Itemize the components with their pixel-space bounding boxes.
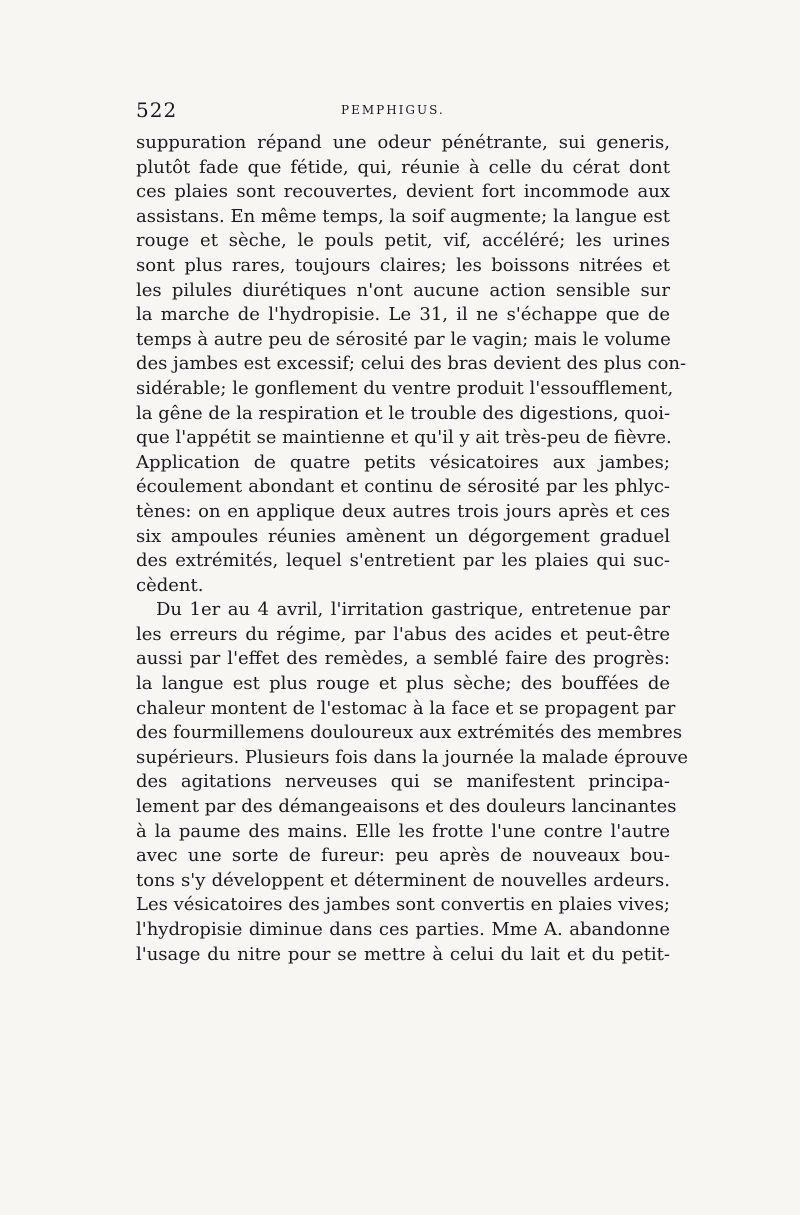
text-line: des fourmillemens douloureux aux extrémités des membres — [136, 722, 683, 744]
text-line: des jambes est excessif; celui des bras devient des plus con- — [136, 353, 687, 375]
text-line: les pilules diurétiques n'ont aucune action sensible sur — [136, 279, 670, 301]
text-line: la langue est plus rouge et plus sèche; des bouffées de — [136, 673, 670, 695]
text-line: assistans. En même temps, la soif augmente; la langue est — [136, 205, 670, 227]
text-line: sidérable; le gonflement du ventre produit l'essoufflement, — [136, 377, 674, 399]
text-line: temps à autre peu de sérosité par le vagin; mais le volume — [136, 328, 671, 350]
text-line: supérieurs. Plusieurs fois dans la journée la malade éprouve — [136, 746, 689, 768]
text-line: rouge et sèche, le pouls petit, vif, accéléré; les urines — [136, 230, 670, 252]
text-line: tènes: on en applique deux autres trois jours après et ces — [136, 500, 670, 522]
text-line: Du 1er au 4 avril, l'irritation gastrique, entretenue par — [156, 599, 670, 621]
body-text — [136, 131, 689, 967]
text-line: à la paume des mains. Elle les frotte l'une contre l'autre — [136, 820, 670, 842]
text-line: Application de quatre petits vésicatoires aux jambes; — [136, 451, 670, 473]
text-line: écoulement abondant et continu de sérosité par les phlyc- — [136, 476, 670, 498]
text-line: tons s'y développent et déterminent de nouvelles ardeurs. — [136, 869, 670, 891]
text-line: suppuration répand une odeur pénétrante, sui generis, — [136, 132, 670, 153]
text-line: six ampoules réunies amènent un dégorgement graduel — [136, 525, 670, 547]
text-line: les erreurs du régime, par l'abus des acides et peut-être — [136, 623, 670, 645]
text-line: chaleur montent de l'estomac à la face et se propagent par — [136, 697, 676, 719]
text-line: sont plus rares, toujours claires; les boissons nitrées et — [136, 254, 670, 276]
text-line: des agitations nerveuses qui se manifestent principa- — [136, 771, 670, 793]
text-line: des extrémités, lequel s'entretient par les plaies qui suc- — [136, 550, 670, 572]
text-line: la gêne de la respiration et le trouble des digestions, quoi- — [136, 402, 671, 424]
text-line: la marche de l'hydropisie. Le 31, il ne s'échappe que de — [136, 304, 670, 326]
text-line: ces plaies sont recouvertes, devient fort incommode aux — [136, 181, 670, 203]
text-line: plutôt fade que fétide, qui, réunie à celle du cérat dont — [136, 156, 670, 178]
text-line: que l'appétit se maintienne et qu'il y ait très-peu de fièvre. — [136, 427, 672, 449]
text-line: lement par des démangeaisons et des douleurs lancinantes — [136, 796, 677, 818]
running-title: PEMPHIGUS. — [341, 103, 445, 117]
text-line: Les vésicatoires des jambes sont convertis en plaies vives; — [136, 894, 670, 916]
text-line: l'usage du nitre pour se mettre à celui du lait et du petit- — [136, 943, 670, 965]
text-line: cèdent. — [136, 574, 204, 596]
text-line: aussi par l'effet des remèdes, a semblé faire des progrès: — [136, 648, 670, 670]
text-line: avec une sorte de fureur: peu après de nouveaux bou- — [136, 845, 670, 867]
running-head — [136, 98, 681, 128]
text-line: l'hydropisie diminue dans ces parties. Mme A. abandonne — [136, 919, 670, 940]
page-number: 522 — [136, 98, 178, 122]
